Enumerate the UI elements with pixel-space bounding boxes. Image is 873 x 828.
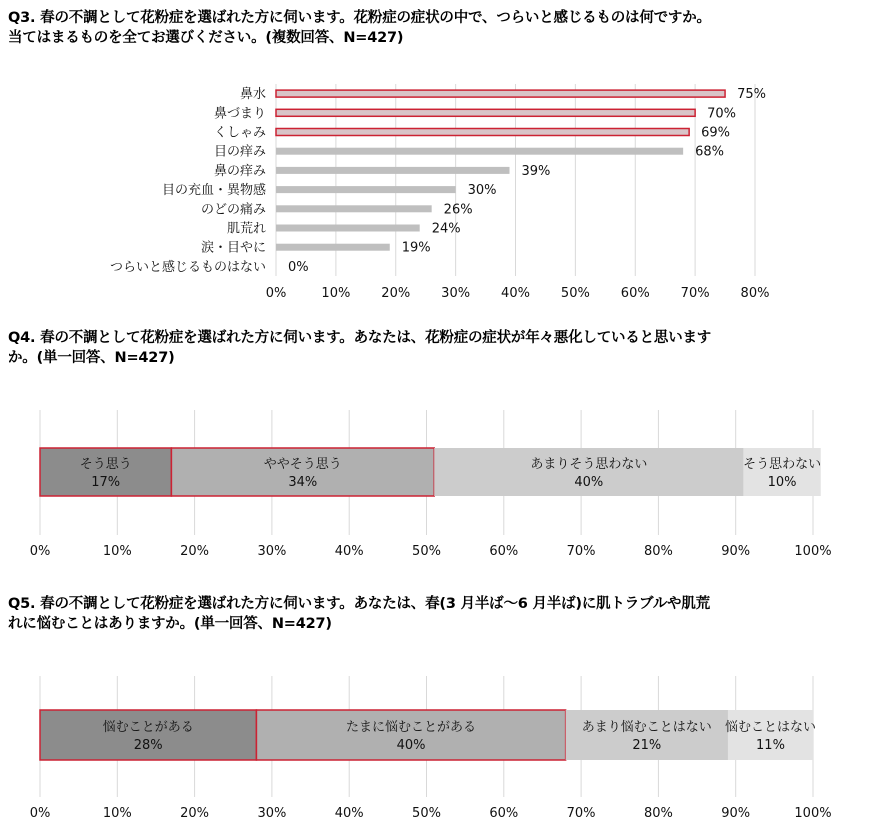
q5-x-tick-label: 100% — [794, 806, 832, 821]
q3-x-tick-label: 10% — [321, 286, 351, 301]
q4-x-tick-label: 70% — [566, 544, 596, 559]
q3-value-label: 39% — [521, 163, 551, 179]
q4-title — [8, 328, 711, 368]
q3-bar — [276, 225, 420, 232]
q3-category-label: 目の痒み — [213, 144, 266, 160]
q3-value-label: 0% — [288, 259, 309, 275]
q4-segment-value: 34% — [288, 475, 318, 490]
q4-x-tick-label: 100% — [794, 544, 832, 559]
q5-segment-name: 悩むことはない — [724, 720, 816, 735]
q4-x-tick-label: 40% — [334, 544, 364, 559]
q4-x-tick-label: 60% — [489, 544, 519, 559]
q4-x-tick-label: 0% — [29, 544, 51, 559]
q5-segment-value: 28% — [133, 738, 163, 753]
q3-bar — [276, 90, 725, 97]
q3-value-label: 19% — [401, 240, 431, 256]
q3-category-label: 鼻づまり — [213, 106, 266, 122]
q4-segment-value: 40% — [574, 475, 604, 490]
q4-segment-name: ややそう思う — [263, 457, 342, 472]
q5-x-tick-label: 10% — [102, 806, 132, 821]
q3-title — [8, 8, 711, 48]
q3-x-tick-label: 40% — [501, 286, 530, 301]
q5-x-tick-label: 80% — [643, 806, 673, 821]
q4-x-tick-label: 50% — [412, 544, 441, 559]
q3-value-label: 70% — [707, 106, 737, 122]
q4-segment-name: そう思わない — [743, 457, 822, 472]
q3-bar — [276, 205, 432, 212]
q4-title-line2: か。(単一回答、N=427) — [8, 350, 175, 366]
q3-bar-chart — [0, 60, 873, 310]
q4-stacked-bar-chart — [0, 400, 873, 565]
q5-segment-value: 21% — [632, 738, 662, 753]
q4-x-tick-label: 30% — [257, 544, 287, 559]
q5-stacked-bar-chart — [0, 666, 873, 828]
q3-x-tick-label: 20% — [381, 286, 411, 301]
q4-segment-name: そう思う — [79, 457, 132, 472]
q3-category-label: のどの痛み — [200, 202, 266, 218]
q5-x-tick-label: 90% — [721, 806, 751, 821]
q5-x-tick-label: 20% — [180, 806, 210, 821]
q4-x-tick-label: 90% — [721, 544, 751, 559]
q4-x-tick-label: 20% — [180, 544, 210, 559]
q4-x-tick-label: 10% — [102, 544, 132, 559]
q4-segment-value: 10% — [767, 475, 797, 490]
q3-x-tick-label: 60% — [620, 286, 650, 301]
q3-title-line1: Q3. 春の不調として花粉症を選ばれた方に伺います。花粉症の症状の中で、つらいと感じるものは何ですか。 — [8, 10, 711, 26]
q5-x-tick-label: 70% — [566, 806, 596, 821]
q3-value-label: 30% — [467, 183, 497, 199]
q4-title-line1: Q4. 春の不調として花粉症を選ばれた方に伺います。あなたは、花粉症の症状が年々悪化していると思います — [8, 330, 712, 346]
q3-bar — [276, 129, 689, 136]
q3-value-label: 26% — [443, 202, 473, 218]
q5-title-line2: れに悩むことはありますか。(単一回答、N=427) — [8, 616, 332, 632]
q5-title — [8, 594, 710, 634]
q5-x-tick-label: 50% — [412, 806, 441, 821]
q4-x-tick-label: 80% — [643, 544, 673, 559]
q3-x-tick-label: 80% — [740, 286, 770, 301]
q5-segment-value: 40% — [396, 738, 426, 753]
q4-segment-name: あまりそう思わない — [530, 457, 648, 472]
q3-value-label: 68% — [695, 144, 725, 160]
q3-category-label: 鼻水 — [239, 87, 266, 103]
q3-x-tick-label: 70% — [680, 286, 710, 301]
q5-segment-name: たまに悩むことがある — [346, 720, 477, 735]
q5-segment-name: 悩むことがある — [102, 720, 194, 735]
q5-segment-value: 11% — [756, 738, 785, 753]
q4-segment-value: 17% — [91, 475, 121, 490]
q3-category-label: つらいと感じるものはない — [109, 259, 266, 275]
q3-x-tick-label: 50% — [560, 286, 590, 301]
q5-x-tick-label: 0% — [29, 806, 51, 821]
q3-bar — [276, 109, 695, 116]
q3-bar — [276, 167, 510, 174]
q3-x-tick-label: 30% — [441, 286, 471, 301]
q3-bar — [276, 148, 683, 155]
q3-bar — [276, 244, 390, 251]
q5-x-tick-label: 60% — [489, 806, 519, 821]
q5-x-tick-label: 30% — [257, 806, 287, 821]
q3-category-label: 涙・目やに — [200, 240, 266, 256]
q3-value-label: 75% — [737, 87, 766, 103]
q3-category-label: 目の充血・異物感 — [161, 183, 266, 199]
q3-category-label: 鼻の痒み — [213, 163, 266, 179]
q3-bar — [276, 186, 456, 193]
q3-value-label: 69% — [701, 125, 731, 141]
q3-value-label: 24% — [431, 221, 461, 237]
q3-category-label: 肌荒れ — [226, 221, 266, 237]
q3-category-label: くしゃみ — [213, 125, 266, 141]
q5-x-tick-label: 40% — [334, 806, 364, 821]
q5-title-line1: Q5. 春の不調として花粉症を選ばれた方に伺います。あなたは、春(3 月半ば～6 月半ば)に肌トラブルや肌荒 — [8, 596, 710, 612]
q5-segment-name: あまり悩むことはない — [581, 720, 712, 735]
q3-x-tick-label: 0% — [265, 286, 287, 301]
q3-title-line2: 当てはまるものを全てお選びください。(複数回答、N=427) — [8, 30, 404, 46]
